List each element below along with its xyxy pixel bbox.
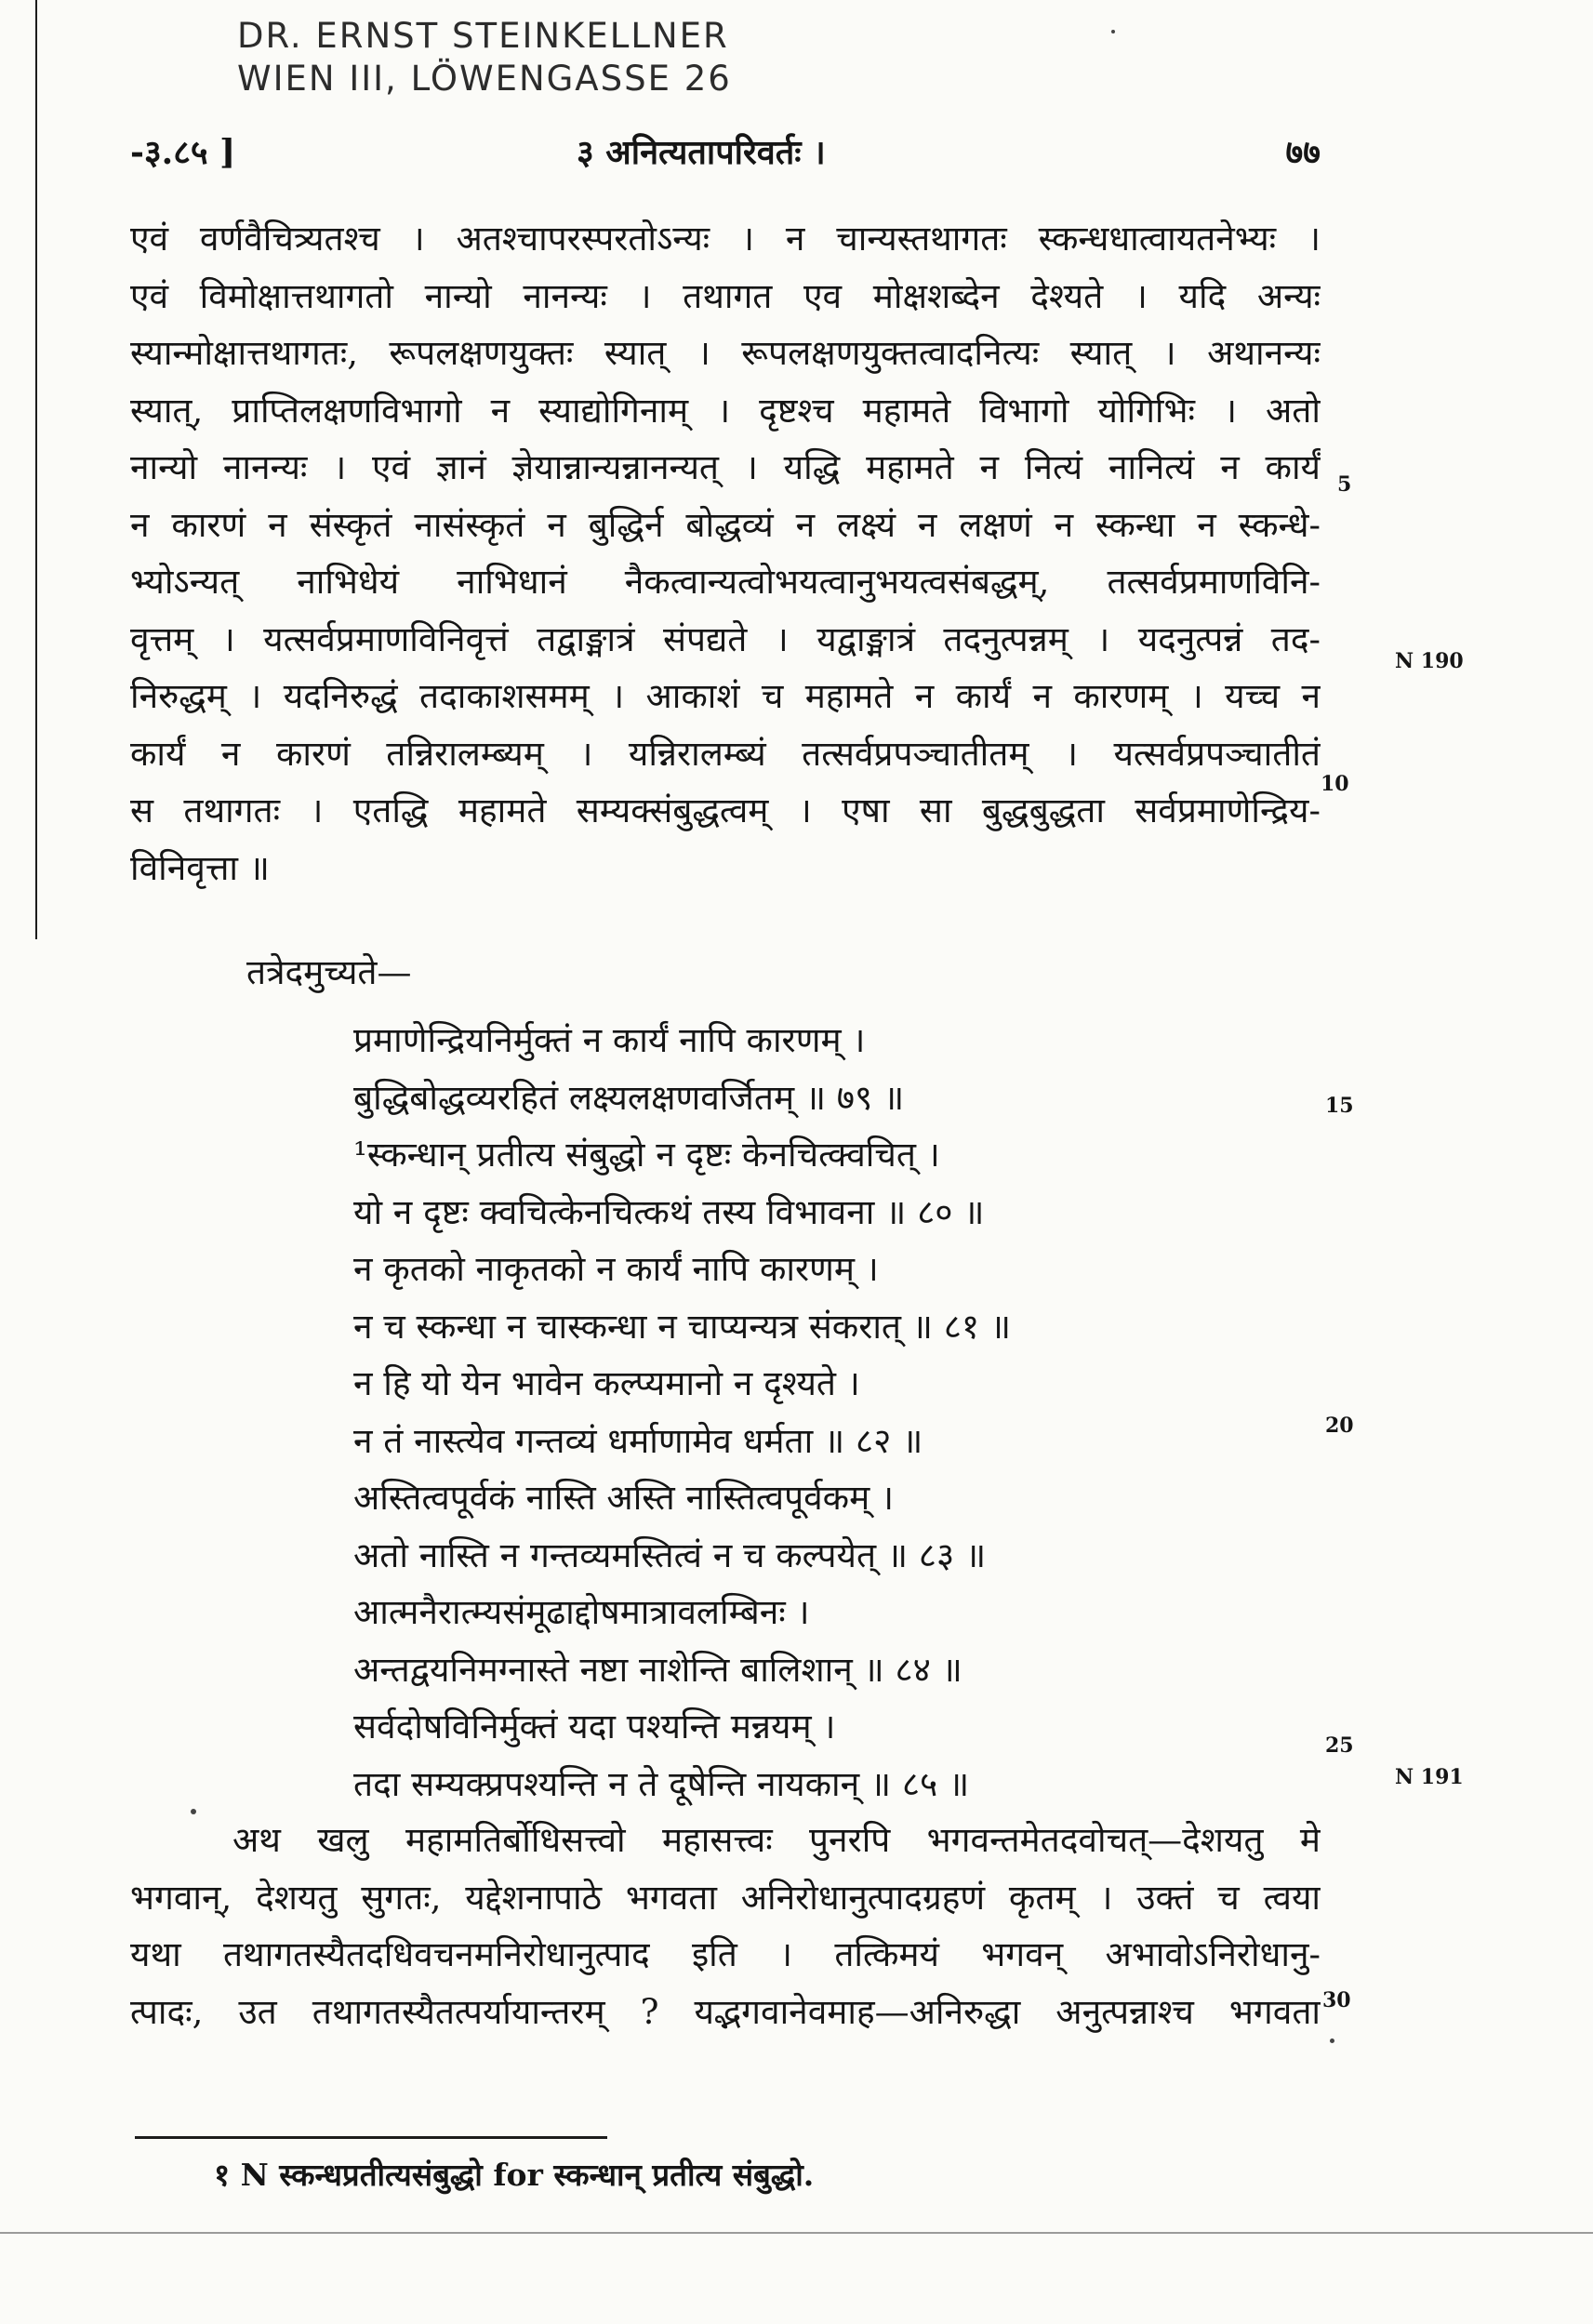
verse-line: बुद्धिबोद्धव्यरहितं लक्ष्यलक्षणवर्जितम् ॥ ७९ ॥ [353, 1077, 905, 1118]
prose-block-2 [130, 1812, 1321, 2040]
verse-line: प्रमाणेन्द्रियनिर्मुक्तं न कार्यं नापि कारणम् । [353, 1020, 866, 1060]
page-reference-n190: N 190 [1395, 649, 1464, 673]
prose-line: विनिवृत्ता ॥ [130, 847, 270, 888]
footnote: १ N स्कन्धप्रतीत्यसंबुद्धो for स्कन्धान् प्रतीत्य संबुद्धो. [214, 2157, 815, 2193]
prose-line: कार्यं न कारणं तन्निरालम्ब्यम् । यन्निरालम्ब्यं तत्सर्वप्रपञ्चातीतम् । यत्सर्वप्रपञ्चातीतं [130, 733, 1321, 774]
prose-line: यथा तथागतस्यैतदधिवचनमनिरोधानुत्पाद इति । तत्किमयं भगवन् अभावोऽनिरोधानु- [130, 1934, 1321, 1974]
prose-line: अथ खलु महामतिर्बोधिसत्त्वो महासत्त्वः पुनरपि भगवन्तमेतदवोचत्—देशयतु मे [232, 1820, 1321, 1860]
verse-line: अस्तित्वपूर्वकं नास्ति अस्ति नास्तित्वपूर्वकम् । [353, 1478, 894, 1518]
verse-range-marker: -३.८५ ] [130, 133, 236, 172]
verse-block [353, 1012, 1011, 1813]
running-header [130, 128, 1321, 180]
line-number-20: 20 [1325, 1414, 1354, 1438]
prose-line: एवं वर्णवैचित्र्यतश्च । अतश्चापरस्परतोऽन्यः । न चान्यस्तथागतः स्कन्धधात्वायतनेभ्यः । [130, 219, 1321, 259]
verse-line: न कृतको नाकृतको न कार्यं नापि कारणम् । [353, 1249, 879, 1289]
prose-line: त्पादः, उत तथागतस्यैतत्पर्यायान्तरम् ? यद्भगवानेवमाह—अनिरुद्धा अनुत्पन्नाश्च भगवता [130, 1991, 1321, 2032]
page-number: ७७ [1285, 133, 1321, 172]
prose-line: नान्यो नानन्यः । एवं ज्ञानं ज्ञेयान्नान्यन्नानन्यत् । यद्धि महामते न नित्यं नानित्यं न कार्यं [130, 447, 1321, 487]
prose-block-1 [130, 210, 1321, 896]
verse-line: आत्मनैरात्म्यसंमूढाद्दोषमात्रावलम्बिनः । [353, 1592, 810, 1632]
prose-line: भगवान्, देशयतु सुगतः, यद्देशनापाठे भगवता अनिरोधानुत्पादग्रहणं कृतम् । उक्तं च त्वया [130, 1877, 1321, 1918]
page-reference-n191: N 191 [1395, 1765, 1464, 1789]
prose-line: न कारणं न संस्कृतं नासंस्कृतं न बुद्धिर्न बोद्धव्यं न लक्ष्यं न लक्षणं न स्कन्धा न स्कन्धे- [130, 504, 1321, 545]
prose-line: वृत्तम् । यत्सर्वप्रमाणविनिवृत्तं तद्वाङ्मात्रं संपद्यते । यद्वाङ्मात्रं तदनुत्पन्नम् । यदनुत्पन्नं तद- [130, 618, 1321, 659]
prose-line: स तथागतः । एतद्धि महामते सम्यक्संबुद्धत्वम् । एषा सा बुद्धबुद्धता सर्वप्रमाणेन्द्रिय- [130, 790, 1321, 830]
stamp-line-1: DR. ERNST STEINKELLNER [237, 16, 729, 56]
scan-speck [191, 1809, 196, 1814]
prose-line: स्यात्, प्राप्तिलक्षणविभागो न स्याद्योगिनाम् । दृष्टश्च महामते विभागो योगिभिः । अतो [130, 390, 1321, 431]
scan-speck [1111, 30, 1115, 33]
prose-line: एवं विमोक्षात्तथागतो नान्यो नानन्यः । तथागत एव मोक्षशब्देन देश्यते । यदि अन्यः [130, 275, 1321, 316]
line-number-25: 25 [1325, 1733, 1354, 1758]
line-number-10: 10 [1321, 772, 1349, 796]
scan-speck [1330, 2038, 1334, 2043]
verse-line: तदा सम्यक्प्रपश्यन्ति न ते दूषेन्ति नायकान् ॥ ८५ ॥ [353, 1763, 970, 1804]
prose-line: निरुद्धम् । यदनिरुद्धं तदाकाशसमम् । आकाशं च महामते न कार्यं न कारणम् । यच्च न [130, 676, 1321, 716]
verse-line: ¹स्कन्धान् प्रतीत्य संबुद्धो न दृष्टः केनचित्क्वचित् । [353, 1135, 940, 1175]
verse-line: न तं नास्त्येव गन्तव्यं धर्माणामेव धर्मता ॥ ८२ ॥ [353, 1420, 923, 1461]
verse-introduction: तत्रेदमुच्यते— [246, 952, 412, 992]
verse-line: न हि यो येन भावेन कल्प्यमानो न दृश्यते । [353, 1363, 860, 1403]
chapter-title: ३ अनित्यतापरिवर्तः । [577, 133, 826, 172]
line-number-30: 30 [1322, 1988, 1351, 2012]
line-number-5: 5 [1337, 472, 1352, 497]
verse-line: सर्वदोषविनिर्मुक्तं यदा पश्यन्ति मन्नयम् । [353, 1706, 836, 1746]
verse-line: यो न दृष्टः क्वचित्केनचित्कथं तस्य विभावना ॥ ८० ॥ [353, 1191, 985, 1232]
left-margin-rule [35, 0, 37, 939]
line-number-15: 15 [1325, 1094, 1354, 1118]
verse-line: अतो नास्ति न गन्तव्यमस्तित्वं न च कल्पयेत् ॥ ८३ ॥ [353, 1534, 987, 1575]
stamp-line-2: WIEN III, LÖWENGASSE 26 [237, 59, 732, 99]
verse-line: अन्तद्वयनिमग्नास्ते नष्टा नाशेन्ति बालिशान् ॥ ८४ ॥ [353, 1649, 962, 1690]
verse-line: न च स्कन्धा न चास्कन्धा न चाप्यन्यत्र संकरात् ॥ ८१ ॥ [353, 1306, 1012, 1347]
bottom-edge-line [0, 2232, 1593, 2234]
prose-line: भ्योऽन्यत् नाभिधेयं नाभिधानं नैकत्वान्यत्वोभयत्वानुभयत्वसंबद्धम्, तत्सर्वप्रमाणविनि- [130, 562, 1321, 602]
owner-stamp [237, 15, 732, 100]
footnote-rule [135, 2136, 607, 2139]
prose-line: स्यान्मोक्षात्तथागतः, रूपलक्षणयुक्तः स्यात् । रूपलक्षणयुक्तत्वादनित्यः स्यात् । अथानन्यः [130, 333, 1321, 373]
